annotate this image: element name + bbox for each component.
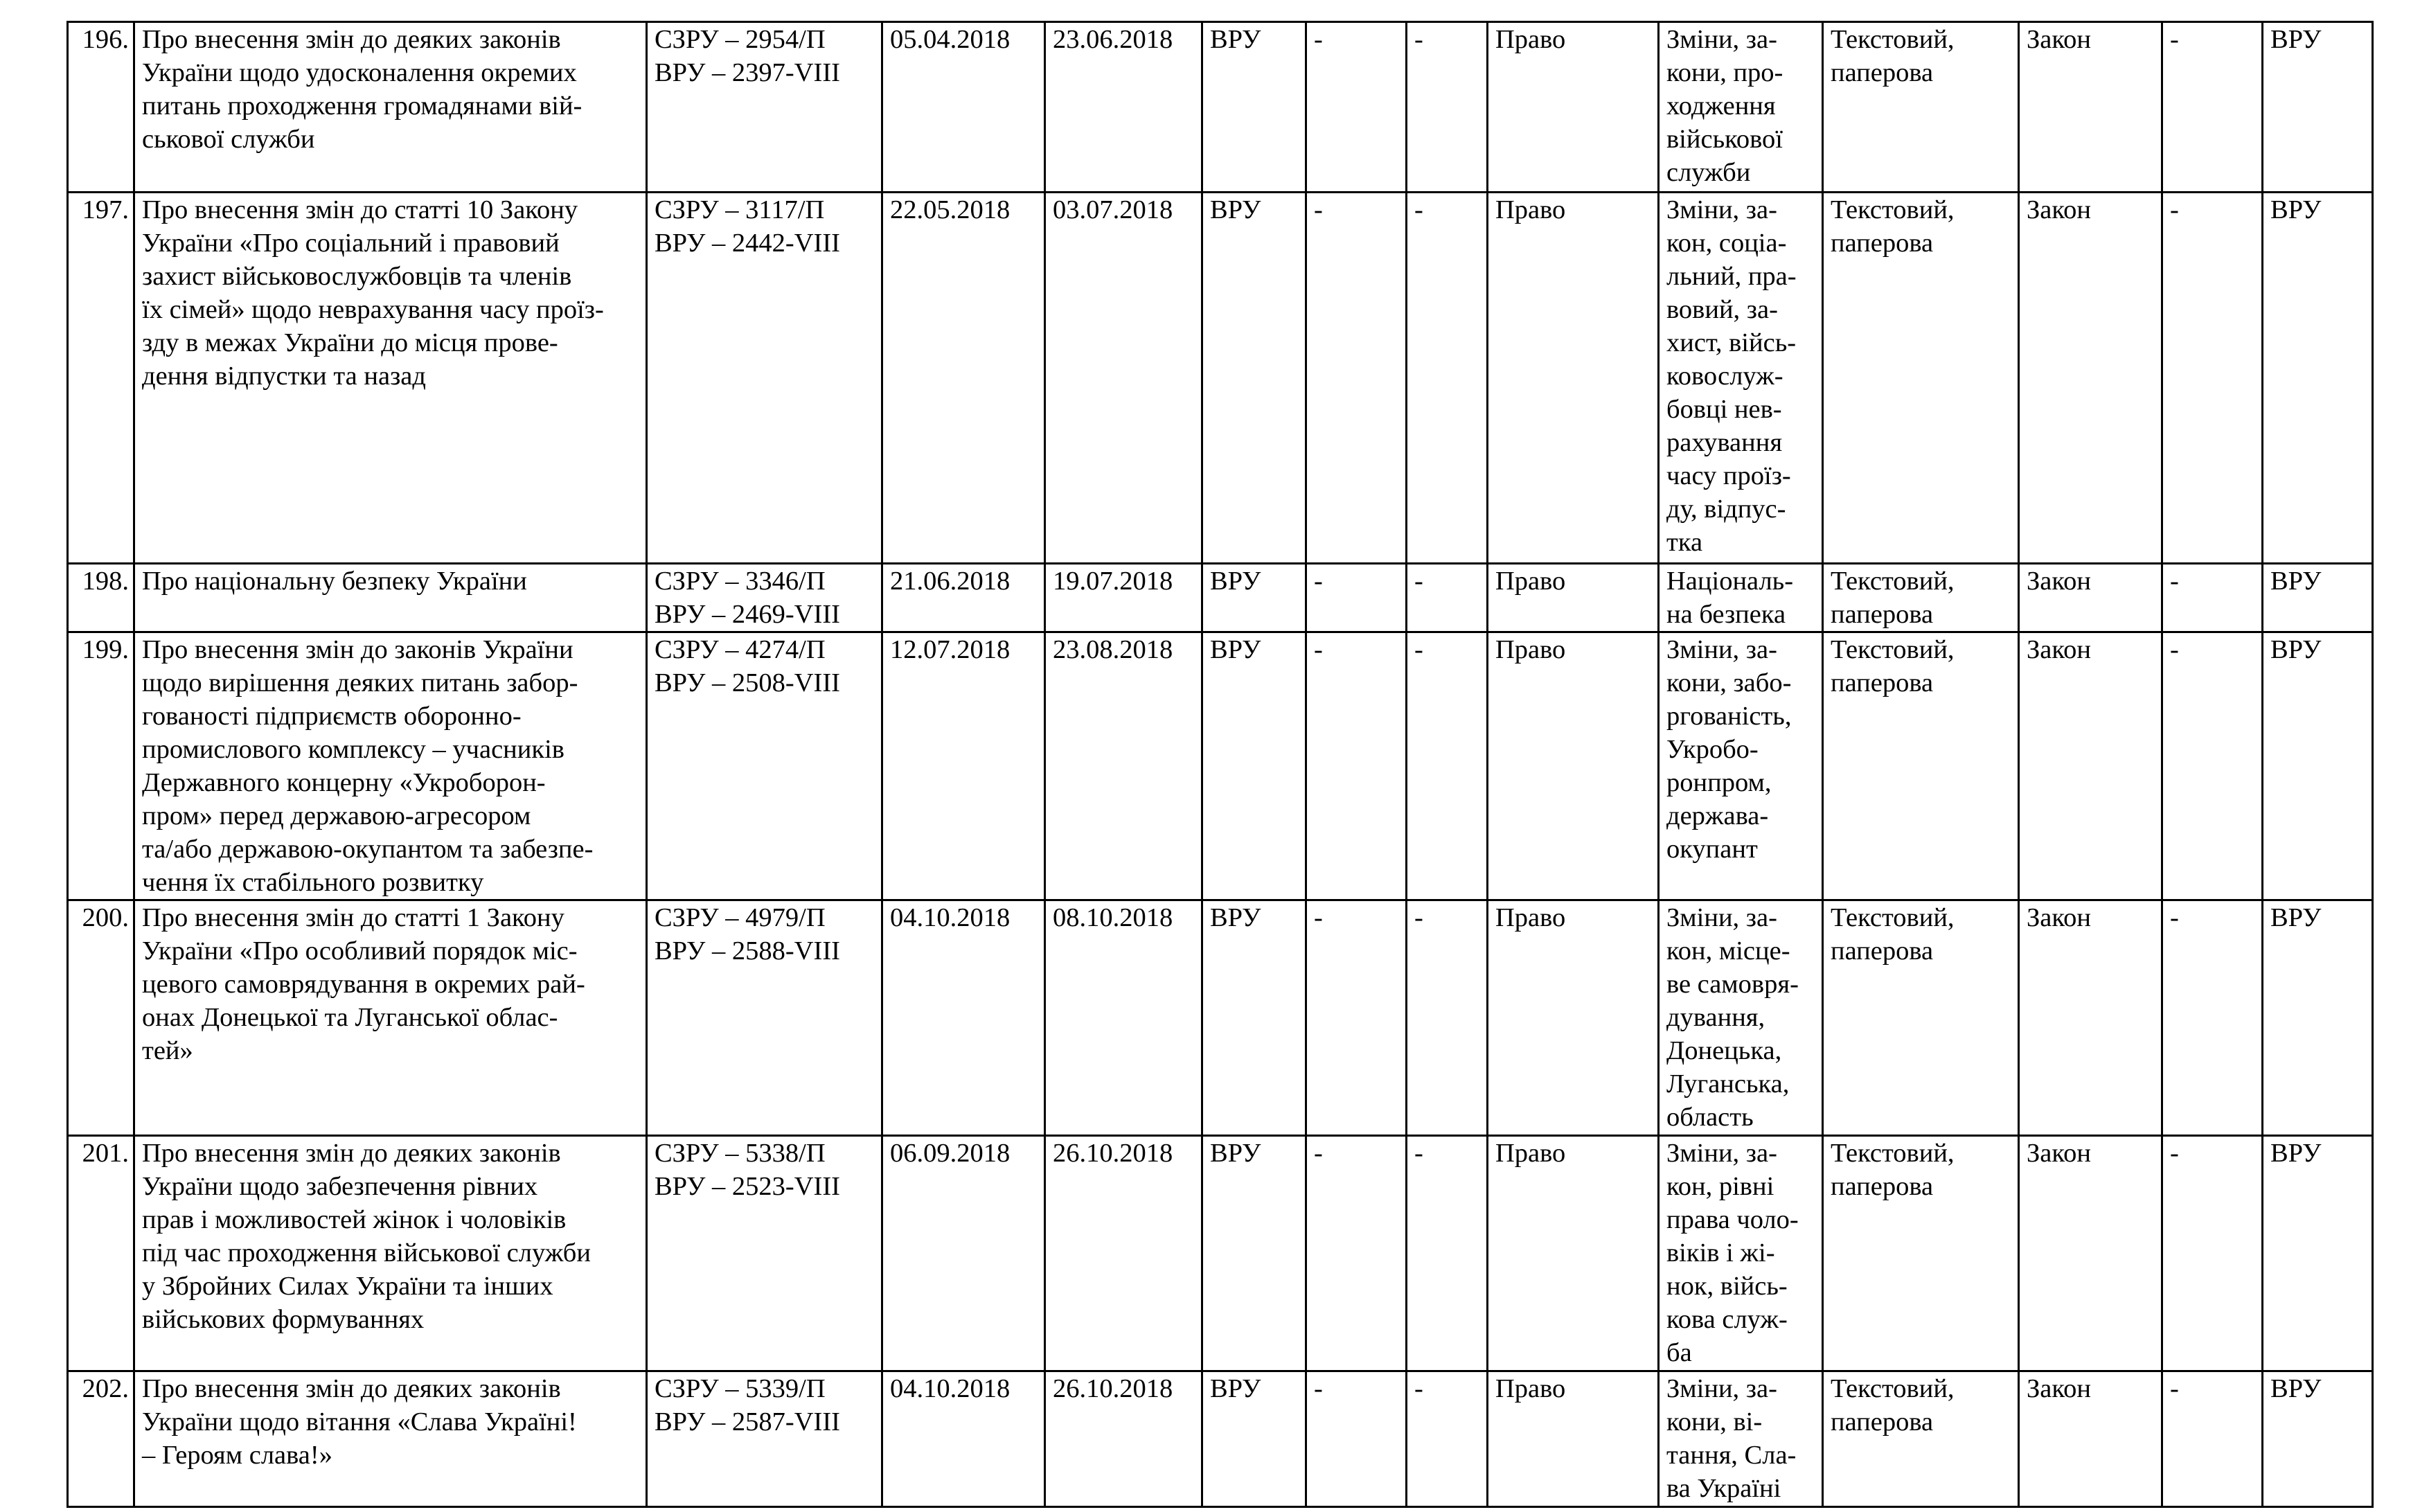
empty-cell: - bbox=[1407, 1136, 1488, 1371]
keywords: Зміни, за- кони, про- ходження військової служби bbox=[1659, 22, 1823, 193]
registration-date: 04.10.2018 bbox=[882, 1371, 1045, 1507]
source: ВРУ bbox=[2263, 22, 2373, 193]
issuing-body: ВРУ bbox=[1202, 1371, 1306, 1507]
registration-numbers: СЗРУ – 2954/П ВРУ – 2397-VIII bbox=[647, 22, 882, 193]
document-format: Текстовий, паперова bbox=[1823, 22, 2019, 193]
registration-numbers: СЗРУ – 4979/П ВРУ – 2588-VIII bbox=[647, 900, 882, 1136]
registration-date: 22.05.2018 bbox=[882, 193, 1045, 564]
adoption-date: 19.07.2018 bbox=[1045, 564, 1202, 632]
adoption-date: 26.10.2018 bbox=[1045, 1136, 1202, 1371]
law-title: Про національну безпеку України bbox=[134, 564, 647, 632]
empty-cell: - bbox=[2162, 900, 2263, 1136]
row-number: 197. bbox=[68, 193, 134, 564]
law-title: Про внесення змін до деяких законів України щодо вітання «Слава Україні! – Героям слава!» bbox=[134, 1371, 647, 1507]
document-format: Текстовий, паперова bbox=[1823, 193, 2019, 564]
empty-cell: - bbox=[2162, 632, 2263, 900]
table-row bbox=[68, 632, 2373, 900]
law-title: Про внесення змін до статті 1 Закону України «Про особливий порядок міс- цевого самоврядування в окремих рай- онах Донецької та Луганської облас- тей» bbox=[134, 900, 647, 1136]
row-number: 198. bbox=[68, 564, 134, 632]
registration-numbers: СЗРУ – 4274/П ВРУ – 2508-VIII bbox=[647, 632, 882, 900]
empty-cell: - bbox=[2162, 1371, 2263, 1507]
issuing-body: ВРУ bbox=[1202, 900, 1306, 1136]
document-type: Закон bbox=[2019, 632, 2162, 900]
keywords: Зміни, за- кон, соціа- льний, пра- вовий, за- хист, війсь- ковослуж- бовці нев- рахування часу проїз- ду, відпус- тка bbox=[1659, 193, 1823, 564]
empty-cell: - bbox=[2162, 193, 2263, 564]
subject-field: Право bbox=[1488, 1136, 1659, 1371]
issuing-body: ВРУ bbox=[1202, 632, 1306, 900]
registration-date: 12.07.2018 bbox=[882, 632, 1045, 900]
document-type: Закон bbox=[2019, 1371, 2162, 1507]
registration-date: 05.04.2018 bbox=[882, 22, 1045, 193]
empty-cell: - bbox=[2162, 1136, 2263, 1371]
document-format: Текстовий, паперова bbox=[1823, 632, 2019, 900]
source: ВРУ bbox=[2263, 193, 2373, 564]
document-type: Закон bbox=[2019, 900, 2162, 1136]
empty-cell: - bbox=[1407, 22, 1488, 193]
issuing-body: ВРУ bbox=[1202, 564, 1306, 632]
keywords: Зміни, за- кони, ві- тання, Сла- ва Україні bbox=[1659, 1371, 1823, 1507]
empty-cell: - bbox=[2162, 564, 2263, 632]
issuing-body: ВРУ bbox=[1202, 193, 1306, 564]
row-number: 202. bbox=[68, 1371, 134, 1507]
registration-date: 04.10.2018 bbox=[882, 900, 1045, 1136]
source: ВРУ bbox=[2263, 900, 2373, 1136]
empty-cell: - bbox=[1306, 193, 1407, 564]
law-title: Про внесення змін до законів України щодо вирішення деяких питань забор- гованості підприємств оборонно- промислового комплексу – учасників Державного концерну «Укроборон- пром» перед державою-агресором та/або державою-окупантом та забезпе- чення їх стабільного розвитку bbox=[134, 632, 647, 900]
empty-cell: - bbox=[1306, 632, 1407, 900]
empty-cell: - bbox=[1407, 193, 1488, 564]
table-row bbox=[68, 1371, 2373, 1507]
empty-cell: - bbox=[1306, 22, 1407, 193]
issuing-body: ВРУ bbox=[1202, 22, 1306, 193]
laws-registry-table bbox=[66, 21, 2374, 1508]
subject-field: Право bbox=[1488, 564, 1659, 632]
source: ВРУ bbox=[2263, 564, 2373, 632]
document-format: Текстовий, паперова bbox=[1823, 564, 2019, 632]
document-type: Закон bbox=[2019, 1136, 2162, 1371]
source: ВРУ bbox=[2263, 1136, 2373, 1371]
empty-cell: - bbox=[1306, 1136, 1407, 1371]
adoption-date: 26.10.2018 bbox=[1045, 1371, 1202, 1507]
subject-field: Право bbox=[1488, 632, 1659, 900]
registration-date: 21.06.2018 bbox=[882, 564, 1045, 632]
table-row bbox=[68, 22, 2373, 193]
registration-numbers: СЗРУ – 5338/П ВРУ – 2523-VIII bbox=[647, 1136, 882, 1371]
row-number: 196. bbox=[68, 22, 134, 193]
keywords: Зміни, за- кони, забо- ргованість, Укробо- ронпром, держава- окупант bbox=[1659, 632, 1823, 900]
issuing-body: ВРУ bbox=[1202, 1136, 1306, 1371]
subject-field: Право bbox=[1488, 22, 1659, 193]
keywords: Зміни, за- кон, місце- ве самовря- дування, Донецька, Луганська, область bbox=[1659, 900, 1823, 1136]
document-type: Закон bbox=[2019, 22, 2162, 193]
registration-numbers: СЗРУ – 3117/П ВРУ – 2442-VIII bbox=[647, 193, 882, 564]
subject-field: Право bbox=[1488, 1371, 1659, 1507]
law-title: Про внесення змін до деяких законів України щодо удосконалення окремих питань проходження громадянами вій- ськової служби bbox=[134, 22, 647, 193]
adoption-date: 23.08.2018 bbox=[1045, 632, 1202, 900]
row-number: 199. bbox=[68, 632, 134, 900]
keywords: Зміни, за- кон, рівні права чоло- віків і жі- нок, війсь- кова служ- ба bbox=[1659, 1136, 1823, 1371]
empty-cell: - bbox=[1306, 900, 1407, 1136]
empty-cell: - bbox=[1407, 1371, 1488, 1507]
keywords: Національ- на безпека bbox=[1659, 564, 1823, 632]
law-title: Про внесення змін до статті 10 Закону України «Про соціальний і правовий захист військовослужбовців та членів їх сімей» щодо неврахування часу проїз- зду в межах України до місця прове- дення відпустки та назад bbox=[134, 193, 647, 564]
adoption-date: 03.07.2018 bbox=[1045, 193, 1202, 564]
subject-field: Право bbox=[1488, 900, 1659, 1136]
registration-numbers: СЗРУ – 3346/П ВРУ – 2469-VIII bbox=[647, 564, 882, 632]
empty-cell: - bbox=[2162, 22, 2263, 193]
document-type: Закон bbox=[2019, 564, 2162, 632]
source: ВРУ bbox=[2263, 632, 2373, 900]
empty-cell: - bbox=[1306, 564, 1407, 632]
document-type: Закон bbox=[2019, 193, 2162, 564]
document-format: Текстовий, паперова bbox=[1823, 1136, 2019, 1371]
empty-cell: - bbox=[1407, 632, 1488, 900]
row-number: 200. bbox=[68, 900, 134, 1136]
table-row bbox=[68, 564, 2373, 632]
document-format: Текстовий, паперова bbox=[1823, 900, 2019, 1136]
row-number: 201. bbox=[68, 1136, 134, 1371]
table-row bbox=[68, 193, 2373, 564]
empty-cell: - bbox=[1407, 564, 1488, 632]
adoption-date: 08.10.2018 bbox=[1045, 900, 1202, 1136]
registration-numbers: СЗРУ – 5339/П ВРУ – 2587-VIII bbox=[647, 1371, 882, 1507]
document-format: Текстовий, паперова bbox=[1823, 1371, 2019, 1507]
adoption-date: 23.06.2018 bbox=[1045, 22, 1202, 193]
source: ВРУ bbox=[2263, 1371, 2373, 1507]
empty-cell: - bbox=[1306, 1371, 1407, 1507]
empty-cell: - bbox=[1407, 900, 1488, 1136]
subject-field: Право bbox=[1488, 193, 1659, 564]
law-title: Про внесення змін до деяких законів України щодо забезпечення рівних прав і можливостей жінок і чоловіків під час проходження військової служби у Збройних Силах України та інших військових формуваннях bbox=[134, 1136, 647, 1371]
table-row bbox=[68, 1136, 2373, 1371]
registration-date: 06.09.2018 bbox=[882, 1136, 1045, 1371]
table-row bbox=[68, 900, 2373, 1136]
